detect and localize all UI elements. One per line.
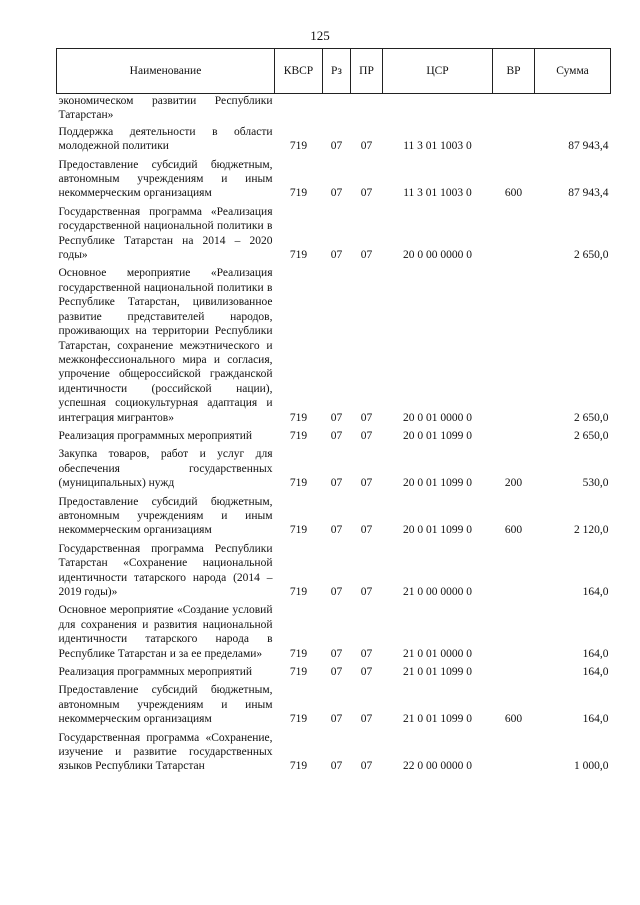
row-csr: 22 0 00 0000 0 — [403, 760, 472, 773]
row-kvsr: 719 — [289, 411, 308, 424]
row-sum: 87 943,4 — [568, 187, 609, 200]
header-name: Наименование — [57, 49, 275, 94]
row-rz: 07 — [330, 187, 343, 200]
row-rz — [323, 94, 351, 125]
row-name: Государственная программа Республики Татарстан «Сохранение национальной идентичности татарского народа (2014 – 2019 годы)» — [58, 542, 273, 598]
table-row — [57, 94, 611, 125]
row-csr: 21 0 01 1099 0 — [403, 666, 472, 679]
row-sum: 164,0 — [582, 586, 609, 598]
row-kvsr — [275, 94, 323, 125]
row-pr: 07 — [360, 411, 373, 424]
row-sum: 87 943,4 — [568, 140, 609, 153]
row-name: Предоставление субсидий бюджетным, автономным учреждениям и иным некоммерческим организациям — [58, 158, 273, 200]
header-vr: ВР — [493, 49, 535, 94]
row-kvsr: 719 — [289, 760, 308, 773]
table-row — [57, 266, 611, 428]
row-pr: 07 — [360, 429, 373, 442]
row-sum: 2 650,0 — [574, 249, 609, 262]
row-rz: 07 — [330, 666, 343, 679]
row-rz: 07 — [330, 586, 343, 598]
row-name: Государственная программа «Реализация государственной национальной политики в Республике Татарстан на 2014 – 2020 годы» — [58, 205, 273, 262]
row-csr: 20 0 01 0000 0 — [403, 411, 472, 424]
row-sum: 164,0 — [582, 713, 609, 726]
row-sum: 2 650,0 — [574, 429, 609, 442]
table-row — [57, 158, 611, 205]
row-kvsr: 719 — [289, 647, 308, 660]
row-kvsr: 719 — [289, 666, 308, 679]
row-sum: 2 650,0 — [574, 411, 609, 424]
row-sum: 1 000,0 — [574, 760, 609, 773]
row-sum: 164,0 — [582, 666, 609, 679]
row-csr: 21 0 01 0000 0 — [403, 647, 472, 660]
row-rz: 07 — [330, 411, 343, 424]
row-sum: 2 120,0 — [574, 524, 609, 537]
row-pr: 07 — [360, 713, 373, 726]
row-csr: 20 0 01 1099 0 — [403, 429, 472, 442]
table-row — [57, 429, 611, 447]
row-name: Основное мероприятие «Создание условий для сохранения и развития национальной идентичности татарского народа в Республике Татарстан и за ее пределами» — [58, 604, 273, 660]
row-sum: 164,0 — [582, 647, 609, 660]
row-name: экономическом развитии Республики Татарстан» — [58, 95, 273, 122]
table-row — [57, 665, 611, 683]
row-pr: 07 — [360, 477, 373, 490]
row-rz: 07 — [330, 140, 343, 153]
table-row — [57, 125, 611, 158]
header-pr: ПР — [351, 49, 383, 94]
row-vr — [493, 731, 535, 778]
header-csr: ЦСР — [383, 49, 493, 94]
row-pr: 07 — [360, 666, 373, 679]
row-csr: 20 0 01 1099 0 — [403, 524, 472, 537]
row-name: Реализация программных мероприятий — [58, 429, 253, 442]
row-rz: 07 — [330, 477, 343, 490]
row-vr: 600 — [504, 187, 523, 200]
header-kvsr: КВСР — [275, 49, 323, 94]
row-vr — [493, 266, 535, 428]
row-kvsr: 719 — [289, 429, 308, 442]
row-vr — [493, 205, 535, 267]
row-pr: 07 — [360, 586, 373, 598]
row-csr: 21 0 01 1099 0 — [403, 713, 472, 726]
row-rz: 07 — [330, 249, 343, 262]
row-kvsr: 719 — [289, 713, 308, 726]
row-csr — [383, 94, 493, 125]
header-sum: Сумма — [535, 49, 611, 94]
row-vr — [493, 94, 535, 125]
table-row — [57, 731, 611, 778]
row-rz: 07 — [330, 429, 343, 442]
row-kvsr: 719 — [289, 187, 308, 200]
row-name: Основное мероприятие «Реализация государственной национальной политики в Республике Татарстан, цивилизованное развитие представителей народов, проживающих на территории Республики Татарстан, сохранение межэтнического и межконфессионального мира и согласия, упрочение общероссийской гражданской идентичности (российской нации), успешная социокультурная адаптация и интеграция мигрантов» — [58, 267, 273, 424]
table-row — [57, 542, 611, 604]
row-sum: 530,0 — [582, 477, 609, 490]
table-row — [57, 205, 611, 267]
row-csr: 20 0 00 0000 0 — [403, 249, 472, 262]
row-kvsr: 719 — [289, 477, 308, 490]
row-pr — [351, 94, 383, 125]
row-name: Закупка товаров, работ и услуг для обеспечения государственных (муниципальных) нужд — [58, 448, 273, 490]
table-row — [57, 603, 611, 665]
header-rz: Рз — [323, 49, 351, 94]
row-csr: 21 0 00 0000 0 — [403, 586, 472, 598]
row-vr: 200 — [504, 477, 523, 490]
page-number: 125 — [310, 28, 330, 43]
row-vr — [493, 429, 535, 447]
budget-table — [56, 48, 611, 778]
row-pr: 07 — [360, 760, 373, 773]
row-csr: 11 3 01 1003 0 — [403, 140, 472, 153]
row-vr — [493, 125, 535, 158]
row-csr: 11 3 01 1003 0 — [403, 187, 472, 200]
row-pr: 07 — [360, 524, 373, 537]
row-kvsr: 719 — [289, 249, 308, 262]
row-name: Предоставление субсидий бюджетным, автономным учреждениям и иным некоммерческим организациям — [58, 495, 273, 537]
row-vr — [493, 665, 535, 683]
row-name: Государственная программа «Сохранение, изучение и развитие государственных языков Республики Татарстан — [58, 731, 273, 773]
row-name: Поддержка деятельности в области молодежной политики — [58, 125, 273, 153]
row-vr — [493, 542, 535, 604]
row-kvsr: 719 — [289, 140, 308, 153]
row-name: Предоставление субсидий бюджетным, автономным учреждениям и иным некоммерческим организациям — [58, 684, 273, 726]
row-pr: 07 — [360, 187, 373, 200]
row-rz: 07 — [330, 524, 343, 537]
row-name: Реализация программных мероприятий — [58, 666, 253, 679]
row-rz: 07 — [330, 647, 343, 660]
table-row — [57, 683, 611, 730]
row-sum — [535, 94, 611, 125]
row-vr — [493, 603, 535, 665]
row-vr: 600 — [504, 713, 523, 726]
row-csr: 20 0 01 1099 0 — [403, 477, 472, 490]
table-row — [57, 495, 611, 542]
row-rz: 07 — [330, 713, 343, 726]
row-rz: 07 — [330, 760, 343, 773]
row-pr: 07 — [360, 249, 373, 262]
row-kvsr: 719 — [289, 586, 308, 598]
row-pr: 07 — [360, 140, 373, 153]
row-vr: 600 — [504, 524, 523, 537]
table-header-row — [57, 49, 611, 94]
row-pr: 07 — [360, 647, 373, 660]
table-row — [57, 447, 611, 494]
row-kvsr: 719 — [289, 524, 308, 537]
